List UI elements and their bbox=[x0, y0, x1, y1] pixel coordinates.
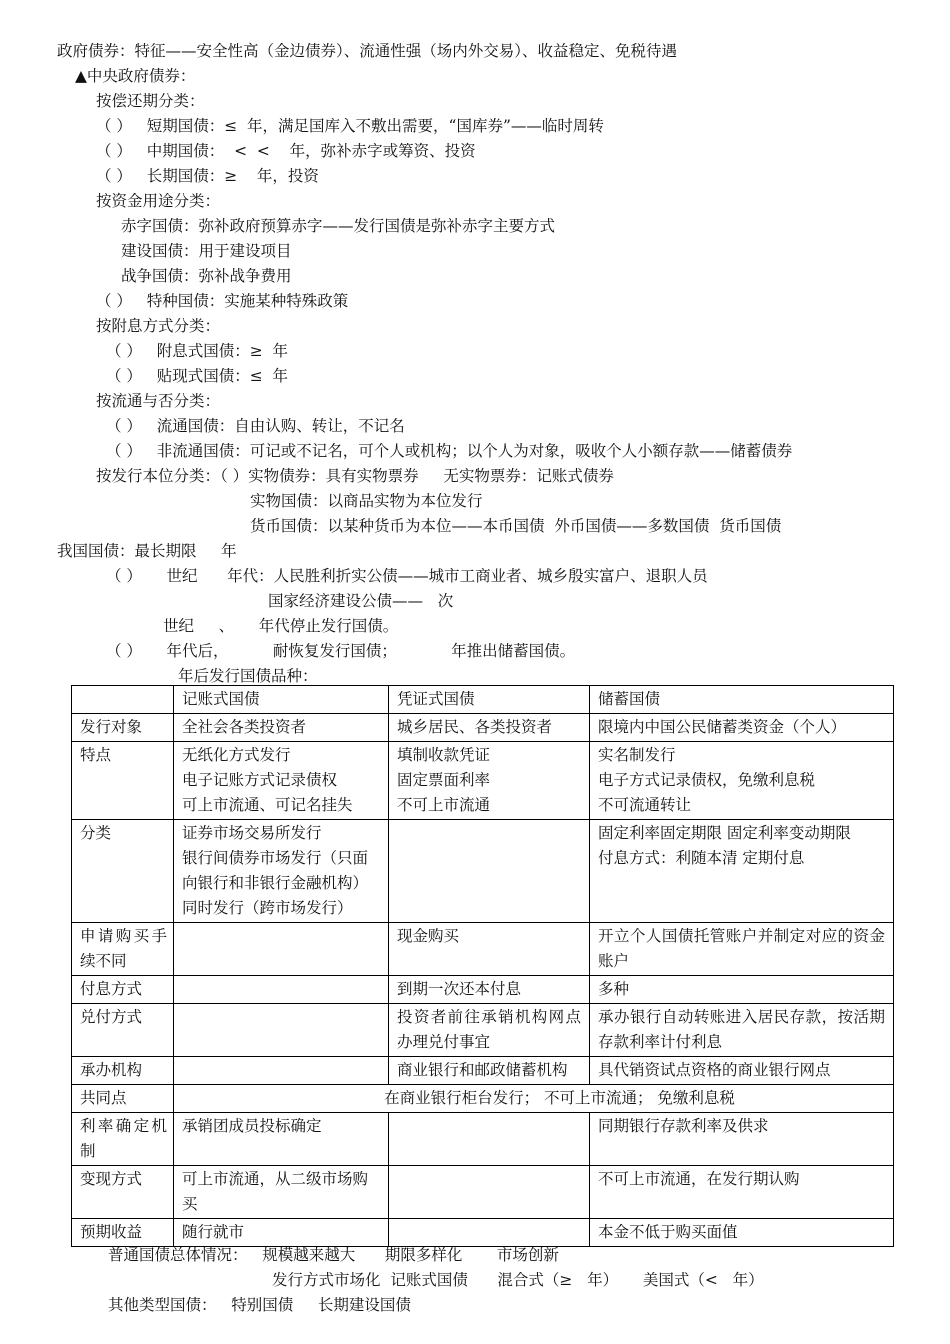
general-situation-line: 普通国债总体情况： 规模越来越大 期限多样化 市场创新 bbox=[108, 1246, 559, 1264]
row-label: 承办机构 bbox=[72, 1057, 174, 1085]
table-cell: 商业银行和邮政储蓄机构 bbox=[389, 1057, 590, 1085]
history-line-3: 世纪 、 年代停止发行国债。 bbox=[163, 617, 399, 635]
table-cell: 到期一次还本付息 bbox=[389, 976, 590, 1004]
table-cell: 无纸化方式发行 电子记账方式记录债权 可上市流通、可记名挂失 bbox=[174, 742, 389, 820]
table-cell: 本金不低于购买面值 bbox=[590, 1219, 894, 1247]
table-header-cell: 储蓄国债 bbox=[590, 686, 894, 714]
table-cell bbox=[389, 1166, 590, 1219]
bond-comparison-table bbox=[71, 685, 894, 1247]
common-points-cell: 在商业银行柜台发行； 不可上市流通； 免缴利息税 bbox=[174, 1085, 894, 1113]
table-cell: 投资者前往承销机构网点办理兑付事宜 bbox=[389, 1004, 590, 1057]
row-label: 利率确定机制 bbox=[72, 1113, 174, 1166]
table-cell bbox=[174, 1057, 389, 1085]
table-cell: 固定利率固定期限 固定利率变动期限 付息方式：利随本清 定期付息 bbox=[590, 820, 894, 923]
row-label: 变现方式 bbox=[72, 1166, 174, 1219]
table-row bbox=[72, 742, 894, 820]
physical-goods-bond-line: 实物国债：以商品实物为本位发行 bbox=[250, 492, 483, 510]
table-cell: 承销团成员投标确定 bbox=[174, 1113, 389, 1166]
row-label: 付息方式 bbox=[72, 976, 174, 1004]
table-header-cell: 凭证式国债 bbox=[389, 686, 590, 714]
table-cell: 全社会各类投资者 bbox=[174, 714, 389, 742]
currency-bond-line: 货币国债：以某种货币为本位——本币国债 外币国债——多数国债 货币国债 bbox=[250, 517, 782, 535]
fund-use-class-heading: 按资金用途分类： bbox=[96, 192, 221, 210]
table-cell: 承办银行自动转账进入居民存款，按活期存款利率计付利息 bbox=[590, 1004, 894, 1057]
row-label: 特点 bbox=[72, 742, 174, 820]
table-cell: 证券市场交易所发行 银行间债券市场发行（只面向银行和非银行金融机构） 同时发行（跨市场发行） bbox=[174, 820, 389, 923]
table-header-cell bbox=[72, 686, 174, 714]
table-cell: 现金购买 bbox=[389, 923, 590, 976]
table-row bbox=[72, 820, 894, 923]
construction-bond-line: 建设国债：用于建设项目 bbox=[121, 242, 292, 260]
bond-varieties-heading: 年后发行国债品种： bbox=[178, 667, 318, 685]
table-cell bbox=[389, 1113, 590, 1166]
table-cell: 不可上市流通，在发行期认购 bbox=[590, 1166, 894, 1219]
war-bond-line: 战争国债：弥补战争费用 bbox=[121, 267, 292, 285]
row-label: 兑付方式 bbox=[72, 1004, 174, 1057]
special-bond-line: （ ） 特种国债：实施某种特殊政策 bbox=[96, 292, 349, 310]
china-bond-heading: 我国国债：最长期限 年 bbox=[57, 542, 237, 560]
central-govt-bond-heading: ▲中央政府债券： bbox=[75, 67, 196, 85]
table-cell: 开立个人国债托管账户并制定对应的资金账户 bbox=[590, 923, 894, 976]
row-label: 预期收益 bbox=[72, 1219, 174, 1247]
table-cell: 实名制发行 电子方式记录债权，免缴利息税 不可流通转让 bbox=[590, 742, 894, 820]
history-line-2: 国家经济建设公债—— 次 bbox=[268, 592, 454, 610]
non-tradable-bond-line: （ ） 非流通国债：可记或不记名，可个人或机构；以个人为对象，吸收个人小额存款——储蓄债券 bbox=[106, 442, 793, 460]
discount-bond-line: （ ） 贴现式国债：≤ 年 bbox=[106, 367, 289, 385]
table-row bbox=[72, 923, 894, 976]
mid-term-bond-line: （ ） 中期国债： < < 年，弥补赤字或筹资、投资 bbox=[96, 142, 476, 160]
row-label: 共同点 bbox=[72, 1085, 174, 1113]
maturity-class-heading: 按偿还期分类： bbox=[96, 92, 205, 110]
table-cell: 多种 bbox=[590, 976, 894, 1004]
circulation-class-heading: 按流通与否分类： bbox=[96, 392, 221, 410]
row-label: 申请购买手续不同 bbox=[72, 923, 174, 976]
table-row bbox=[72, 1004, 894, 1057]
deficit-bond-line: 赤字国债：弥补政府预算赤字——发行国债是弥补赤字主要方式 bbox=[121, 217, 556, 235]
table-cell: 随行就市 bbox=[174, 1219, 389, 1247]
table-row bbox=[72, 1057, 894, 1085]
table-cell: 填制收款凭证 固定票面利率 不可上市流通 bbox=[389, 742, 590, 820]
table-cell: 限境内中国公民储蓄类资金（个人） bbox=[590, 714, 894, 742]
row-label: 分类 bbox=[72, 820, 174, 923]
long-term-bond-line: （ ） 长期国债：≥ 年，投资 bbox=[96, 167, 319, 185]
table-cell bbox=[389, 820, 590, 923]
table-cell bbox=[174, 923, 389, 976]
table-row bbox=[72, 1085, 894, 1113]
short-term-bond-line: （ ） 短期国债：≤ 年，满足国库入不敷出需要，“国库券”——临时周转 bbox=[96, 117, 604, 135]
table-cell: 具代销资试点资格的商业银行网点 bbox=[590, 1057, 894, 1085]
row-label: 发行对象 bbox=[72, 714, 174, 742]
coupon-bond-line: （ ） 附息式国债：≥ 年 bbox=[106, 342, 289, 360]
table-row bbox=[72, 976, 894, 1004]
table-cell: 同期银行存款利率及供求 bbox=[590, 1113, 894, 1166]
interest-class-heading: 按附息方式分类： bbox=[96, 317, 221, 335]
table-header-cell: 记账式国债 bbox=[174, 686, 389, 714]
table-cell bbox=[174, 976, 389, 1004]
table-cell: 城乡居民、各类投资者 bbox=[389, 714, 590, 742]
table-row bbox=[72, 1113, 894, 1166]
table-cell bbox=[389, 1219, 590, 1247]
tradable-bond-line: （ ） 流通国债：自由认购、转让，不记名 bbox=[106, 417, 405, 435]
table-row bbox=[72, 1219, 894, 1247]
other-bond-types-line: 其他类型国债： 特别国债 长期建设国债 bbox=[108, 1296, 411, 1314]
table-header-row bbox=[72, 686, 894, 714]
history-line-4: （ ） 年代后， 耐恢复发行国债； 年推出储蓄国债。 bbox=[106, 642, 576, 660]
govt-bond-features: 政府债券：特征——安全性高（金边债券）、流通性强（场内外交易）、收益稳定、免税待遇 bbox=[57, 42, 678, 60]
table-row bbox=[72, 714, 894, 742]
history-line-1: （ ） 世纪 年代：人民胜利折实公债——城市工商业者、城乡殷实富户、退职人员 bbox=[106, 567, 708, 585]
issuance-standard-line: 按发行本位分类：（ ）实物债券：具有实物票券 无实物票券：记账式债券 bbox=[96, 467, 614, 485]
table-cell: 可上市流通，从二级市场购买 bbox=[174, 1166, 389, 1219]
table-cell bbox=[174, 1004, 389, 1057]
table-row bbox=[72, 1166, 894, 1219]
issuance-method-line: 发行方式市场化 记账式国债 混合式（≥ 年） 美国式（< 年） bbox=[272, 1271, 764, 1289]
